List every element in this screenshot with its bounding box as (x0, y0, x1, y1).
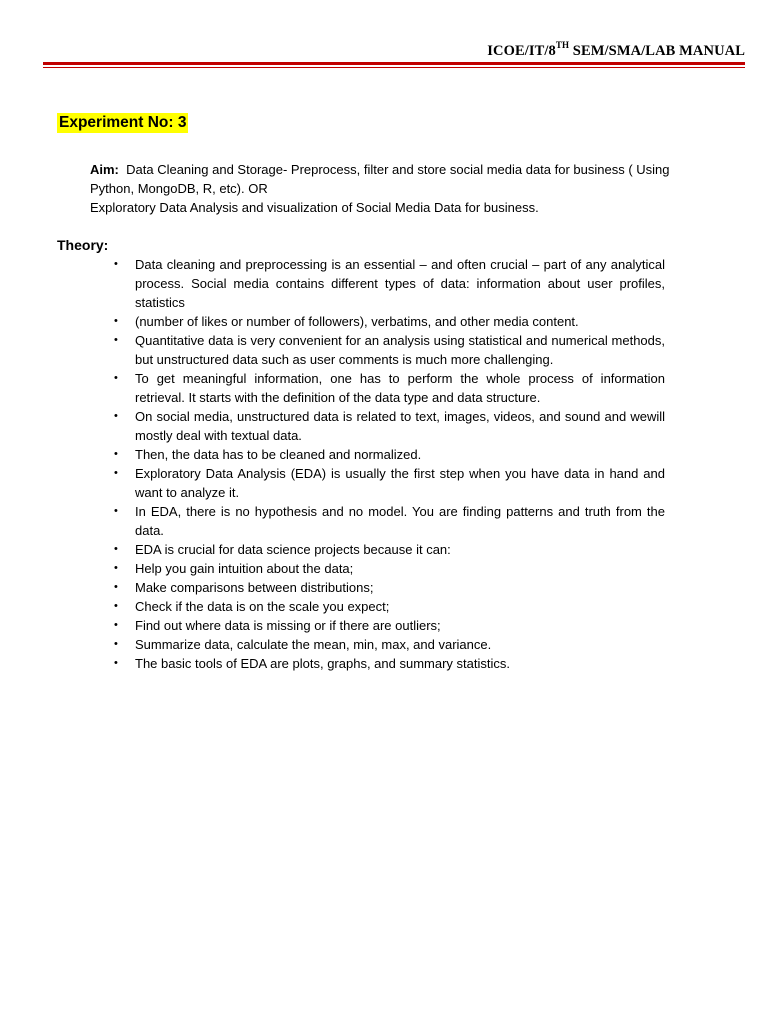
header-rule-thick (43, 62, 745, 65)
theory-list-item (110, 540, 665, 559)
header-title-suffix: SEM/SMA/LAB MANUAL (569, 42, 745, 59)
theory-bullet-list (110, 255, 665, 673)
theory-item-text: In EDA, there is no hypothesis and no model. You are finding patterns and truth from the data. (135, 504, 665, 538)
theory-item-text: To get meaningful information, one has to perform the whole process of information retrieval. It starts with the definition of the data type and data structure. (135, 371, 665, 405)
page-header-title (487, 41, 745, 60)
theory-list-item (110, 407, 665, 445)
theory-list-item (110, 578, 665, 597)
theory-list-item (110, 502, 665, 540)
bullet-icon: • (114, 372, 118, 384)
bullet-icon: • (114, 638, 118, 650)
theory-list-item (110, 559, 665, 578)
bullet-icon: • (114, 467, 118, 479)
theory-item-text: Then, the data has to be cleaned and normalized. (135, 447, 422, 462)
aim-text-2: Exploratory Data Analysis and visualization of Social Media Data for business. (90, 200, 539, 215)
bullet-icon: • (114, 334, 118, 346)
theory-item-text: Find out where data is missing or if there are outliers; (135, 618, 441, 633)
theory-list-item (110, 331, 665, 369)
theory-list-item (110, 635, 665, 654)
bullet-icon: • (114, 657, 118, 669)
experiment-heading: Experiment No: 3 (59, 114, 187, 131)
header-title-prefix: ICOE/IT/8 (487, 42, 556, 59)
bullet-icon: • (114, 258, 118, 270)
theory-item-text: The basic tools of EDA are plots, graphs, and summary statistics. (135, 656, 510, 671)
theory-heading: Theory: (57, 237, 109, 253)
theory-list-item (110, 597, 665, 616)
theory-item-text: Help you gain intuition about the data; (135, 561, 354, 576)
theory-item-text: Check if the data is on the scale you expect; (135, 599, 390, 614)
bullet-icon: • (114, 600, 118, 612)
theory-item-text: Exploratory Data Analysis (EDA) is usually the first step when you have data in hand and want to analyze it. (135, 466, 665, 500)
bullet-icon: • (114, 505, 118, 517)
theory-item-text: Make comparisons between distributions; (135, 580, 374, 595)
theory-item-text: Summarize data, calculate the mean, min, max, and variance. (135, 637, 492, 652)
bullet-icon: • (114, 543, 118, 555)
theory-list-item (110, 312, 665, 331)
theory-item-text: EDA is crucial for data science projects because it can: (135, 542, 451, 557)
theory-list-item (110, 445, 665, 464)
bullet-icon: • (114, 448, 118, 460)
bullet-icon: • (114, 315, 118, 327)
aim-text-1: Data Cleaning and Storage- Preprocess, filter and store social media data for business ( Using Python, MongoDB, R, etc). OR (90, 162, 670, 196)
theory-item-text: Quantitative data is very convenient for an analysis using statistical and numerical methods, but unstructured data such as user comments is much more challenging. (135, 333, 665, 367)
theory-item-text: Data cleaning and preprocessing is an essential – and often crucial – part of any analytical process. Social media contains different types of data: information about user profiles, statistics (135, 257, 665, 310)
theory-list-item (110, 616, 665, 635)
theory-list-item (110, 654, 665, 673)
bullet-icon: • (114, 562, 118, 574)
theory-item-text: (number of likes or number of followers), verbatims, and other media content. (135, 314, 579, 329)
theory-list-item (110, 369, 665, 407)
bullet-icon: • (114, 410, 118, 422)
theory-list-item (110, 255, 665, 312)
header-rule-thin (43, 67, 745, 68)
bullet-icon: • (114, 619, 118, 631)
aim-line-1 (90, 160, 680, 198)
theory-list-item (110, 464, 665, 502)
bullet-icon: • (114, 581, 118, 593)
aim-section (90, 160, 680, 217)
theory-item-text: On social media, unstructured data is related to text, images, videos, and sound and wewill mostly deal with textual data. (135, 409, 665, 443)
aim-label: Aim: (90, 162, 119, 177)
header-title-superscript: TH (555, 40, 570, 50)
